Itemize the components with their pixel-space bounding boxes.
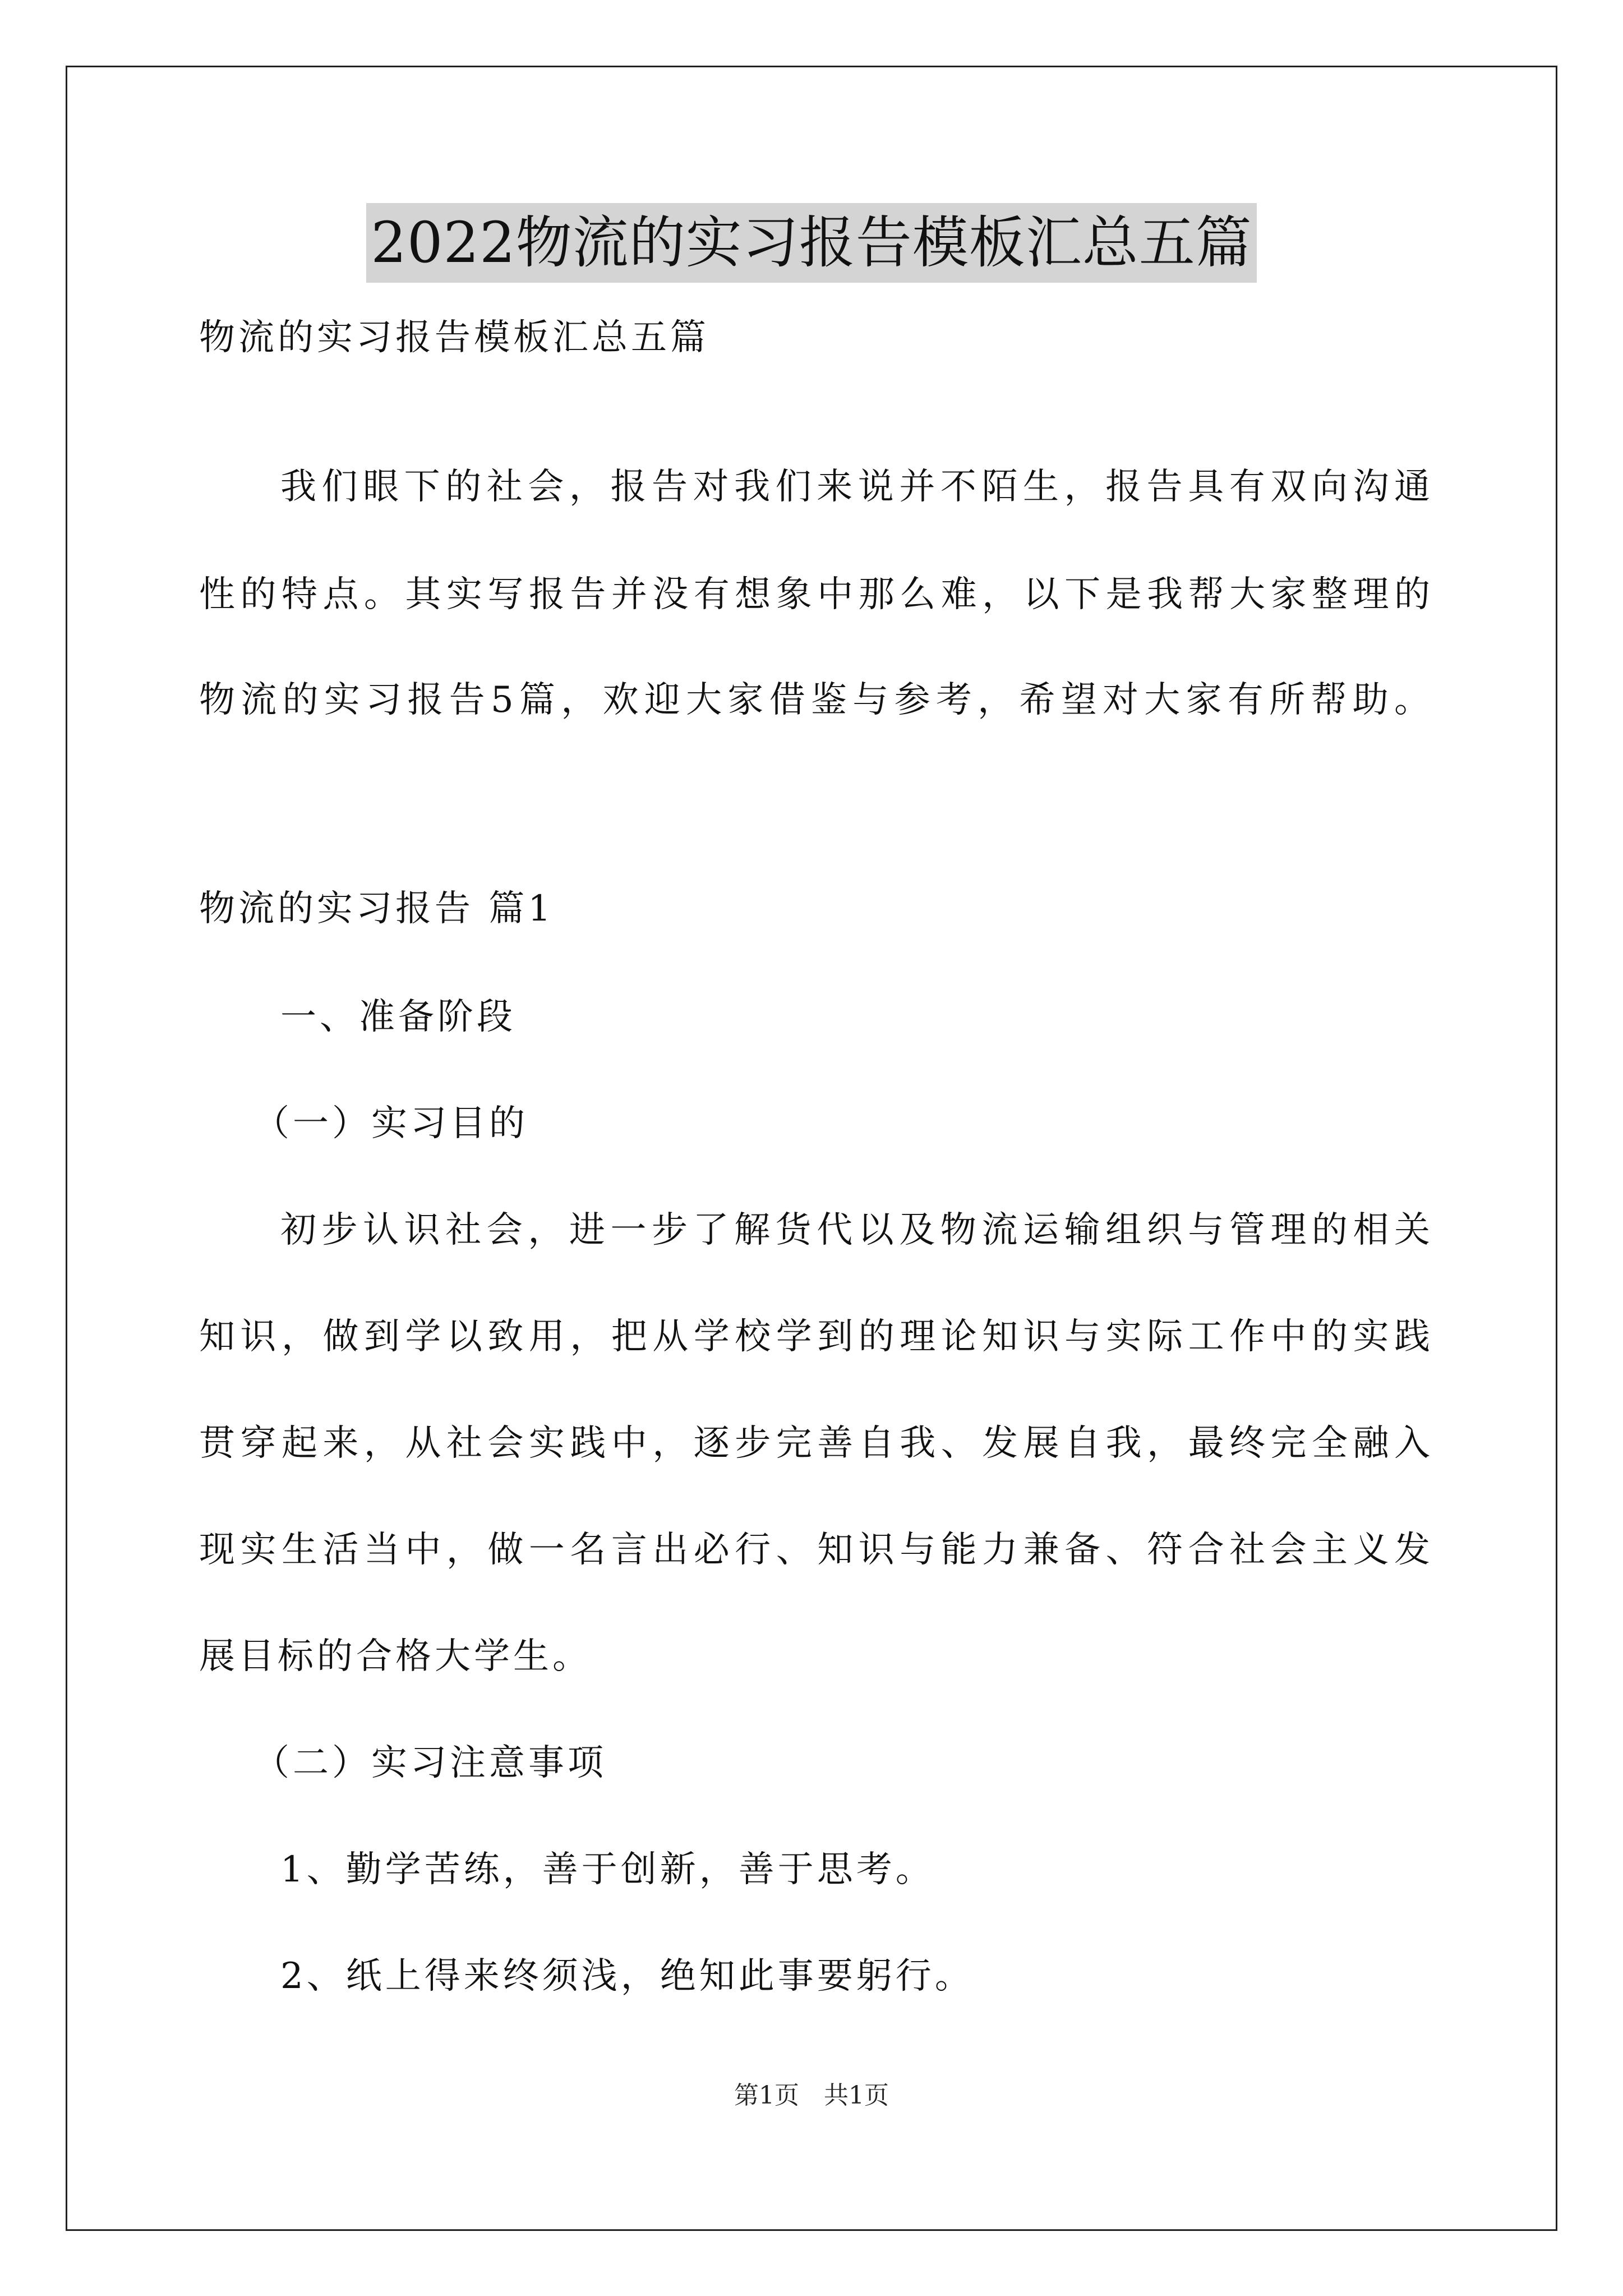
page-footer: 第1页 共1页 [734,2081,889,2110]
page-border [66,66,1557,2231]
part-heading: 一、准备阶段 [280,996,516,1038]
purpose-line-5: 展目标的合格大学生。 [199,1636,592,1677]
purpose-line-3: 贯穿起来，从社会实践中，逐步完善自我、发展自我，最终完全融入 [199,1423,1430,1464]
intro-line-3: 物流的实习报告5篇，欢迎大家借鉴与参考，希望对大家有所帮助。 [199,679,1430,721]
section-heading: 物流的实习报告 篇1 [199,888,555,930]
sub-heading-notes: （二）实习注意事项 [253,1742,607,1784]
intro-line-2: 性的特点。其实写报告并没有想象中那么难，以下是我帮大家整理的 [199,574,1430,615]
title-container [0,203,1623,283]
purpose-line-2: 知识，做到学以致用，把从学校学到的理论知识与实际工作中的实践 [199,1316,1430,1358]
note-item-1: 1、勤学苦练，善于创新，善于思考。 [280,1849,935,1890]
document-title: 2022物流的实习报告模板汇总五篇 [366,203,1257,283]
purpose-line-4: 现实生活当中，做一名言出必行、知识与能力兼备、符合社会主义发 [199,1529,1430,1571]
intro-line-1: 我们眼下的社会，报告对我们来说并不陌生，报告具有双向沟通 [280,466,1430,508]
purpose-line-1: 初步认识社会，进一步了解货代以及物流运输组织与管理的相关 [280,1209,1430,1251]
sub-heading-purpose: （一）实习目的 [253,1103,528,1144]
document-subtitle: 物流的实习报告模板汇总五篇 [199,317,709,358]
note-item-2: 2、纸上得来终须浅，绝知此事要躬行。 [280,1955,974,1997]
